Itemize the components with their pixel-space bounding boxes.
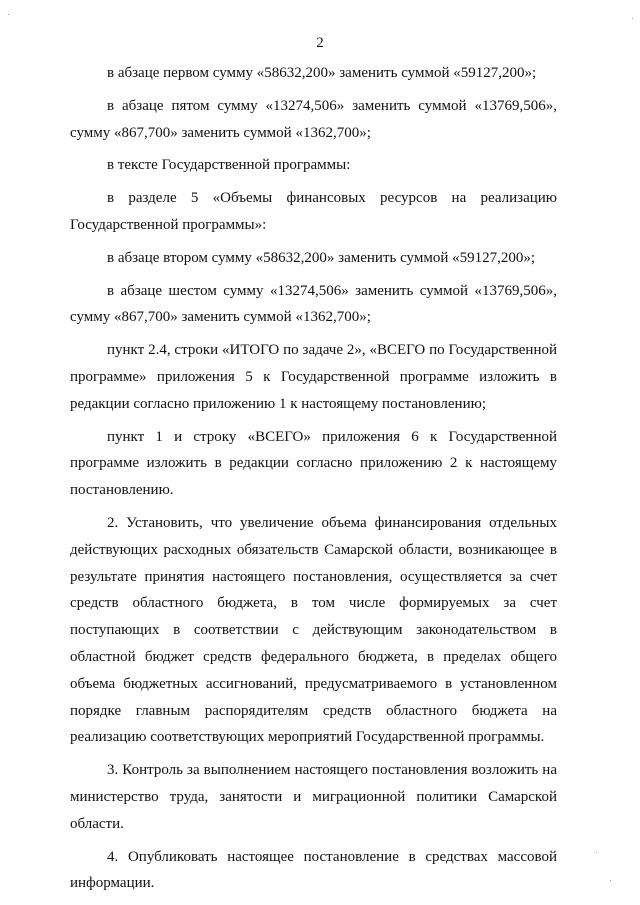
scan-speck xyxy=(8,14,9,15)
paragraph-item-3-control: 3. Контроль за выполнением настоящего постановления возложить на министерство труда, занятости и миграционной политики Самарской области. xyxy=(70,762,557,832)
page-number: 2 xyxy=(316,35,324,51)
paragraph-amend-sixth-abzac: в абзаце шестом сумму «13274,506» заменить суммой «13769,506», сумму «867,700» заменить суммой «1362,700»; xyxy=(70,282,557,326)
paragraph-section-5: в разделе 5 «Объемы финансовых ресурсов на реализацию Государственной программы»: xyxy=(70,190,557,233)
paragraph-item-4-publish: 4. Опубликовать настоящее постановление в средствах массовой информации. xyxy=(70,848,557,892)
body-text xyxy=(70,60,557,897)
scan-speck xyxy=(610,880,611,881)
scan-speck xyxy=(632,18,633,19)
scan-speck xyxy=(596,852,597,853)
paragraph-program-text: в тексте Государственной программы: xyxy=(107,157,351,174)
paragraph-amend-first-abzac: в абзаце первом сумму «58632,200» заменить суммой «59127,200»; xyxy=(107,65,537,81)
paragraph-appendix-5: пункт 2.4, строки «ИТОГО по задаче 2», «ВСЕГО по Государственной программе» приложения 5 к Государственной программе изложить в редакции согласно приложению 1 к настоящему постановлению; xyxy=(70,342,557,412)
paragraph-amend-second-abzac: в абзаце втором сумму «58632,200» заменить суммой «59127,200»; xyxy=(107,249,536,266)
paragraph-amend-fifth-abzac: в абзаце пятом сумму «13274,506» заменить суммой «13769,506», сумму «867,700» заменить суммой «1362,700»; xyxy=(70,97,557,141)
paragraph-appendix-6: пункт 1 и строку «ВСЕГО» приложения 6 к Государственной программе изложить в редакции согласно приложению 2 к настоящему постановлению. xyxy=(70,428,557,499)
paragraph-item-2-funding: 2. Установить, что увеличение объема финансирования отдельных действующих расходных обязательств Самарской области, возникающее в результате принятия настоящего постановления, осуществляется за счет средств областного бюджета, в том числе формируемых за счет поступающих в соответствии с действующим законодательством в областной бюджет средств федерального бюджета, в пределах общего объема бюджетных ассигнований, предусматриваемого в установленном порядке главным распорядителям средств областного бюджета на реализацию соответствующих мероприятий Государственной программы. xyxy=(70,514,557,746)
